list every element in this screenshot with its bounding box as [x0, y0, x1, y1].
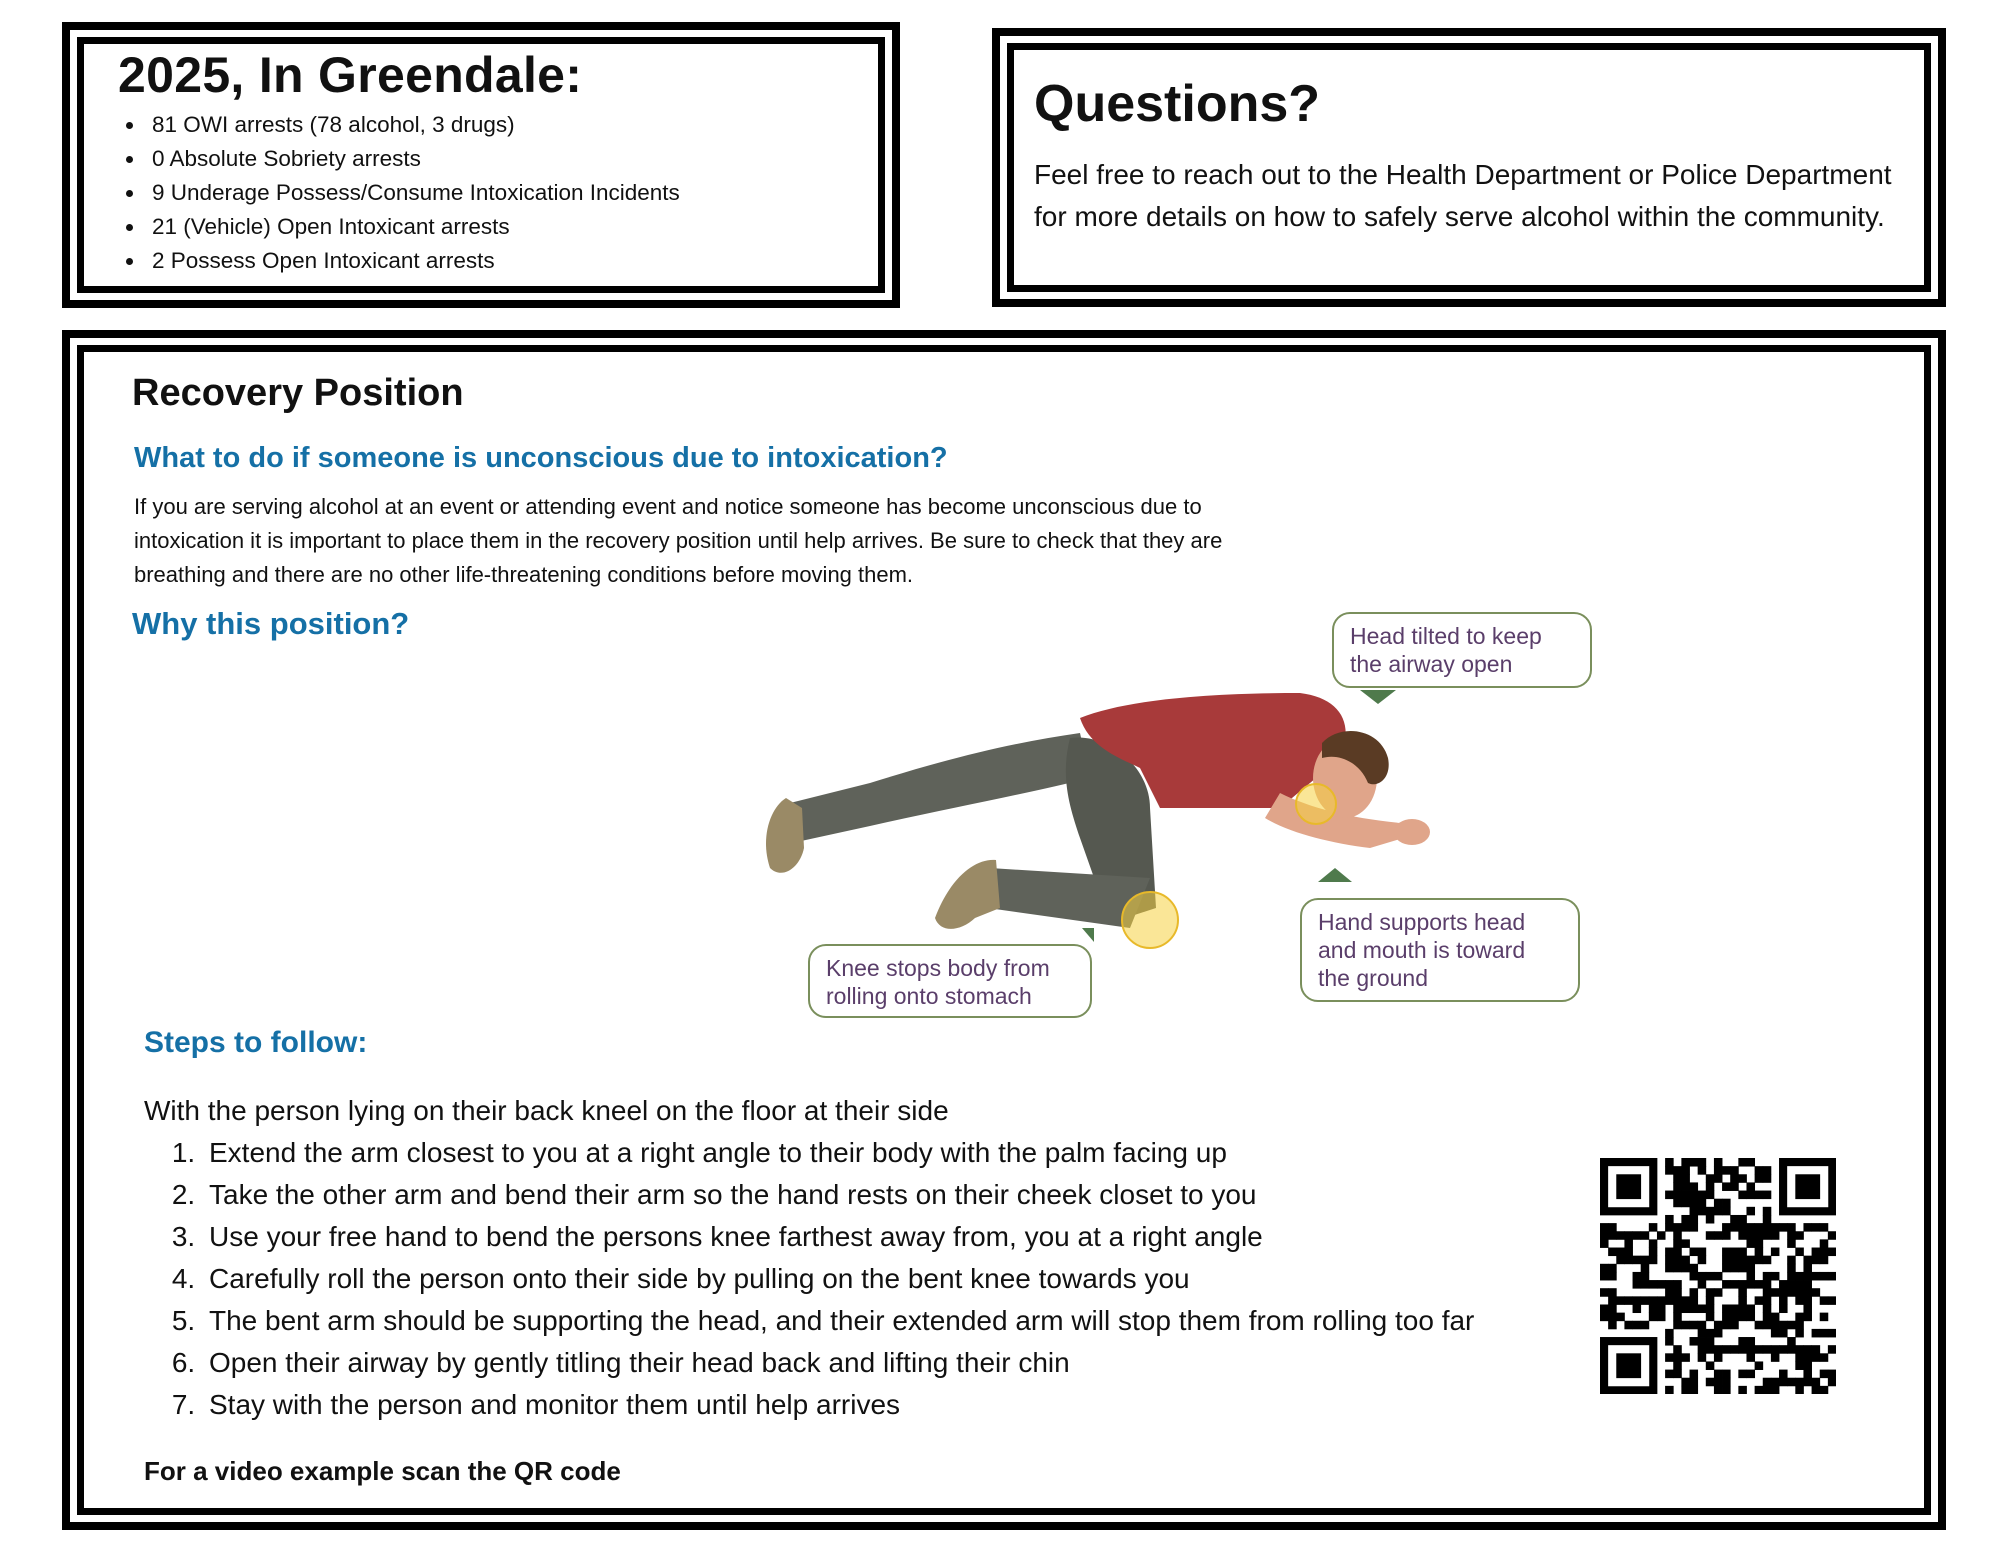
list-item: • 9 Underage Possess/Consume Intoxication Incidents [146, 176, 858, 210]
stats-panel [62, 22, 900, 308]
callout-head: Head tilted to keep the airway open [1332, 612, 1592, 688]
intro-paragraph: If you are serving alcohol at an event or attending event and notice someone has become unconscious due to intoxication it is important to place them in the recovery position until help arrives. Be sure to check that they are breathing and there are no other life-threatening conditions before moving them. [134, 494, 1223, 587]
recovery-panel [62, 330, 1946, 1530]
list-item: 4. Carefully roll the person onto their side by pulling on the bent knee towards you [203, 1258, 1474, 1300]
list-item: • 2 Possess Open Intoxicant arrests [146, 244, 858, 278]
video-note: For a video example scan the QR code [144, 1456, 621, 1486]
list-item: 6. Open their airway by gently titling their head back and lifting their chin [203, 1342, 1474, 1384]
list-item: 5. The bent arm should be supporting the head, and their extended arm will stop them from rolling too far [203, 1300, 1474, 1342]
callout-hand: Hand supports head and mouth is toward the ground [1300, 898, 1580, 1002]
questions-body: Feel free to reach out to the Health Department or Police Department for more details on how to safely serve alcohol within the community. [1034, 159, 1892, 232]
questions-panel [992, 28, 1946, 307]
stats-list [118, 108, 858, 278]
steps-heading: Steps to follow: [144, 1026, 368, 1059]
list-item: 3. Use your free hand to bend the persons knee farthest away from, you at a right angle [203, 1216, 1474, 1258]
list-item: 1. Extend the arm closest to you at a right angle to their body with the palm facing up [203, 1132, 1474, 1174]
callout-knee: Knee stops body from rolling onto stomach [808, 944, 1092, 1018]
questions-title: Questions? [1034, 75, 1321, 133]
list-item: 7. Stay with the person and monitor them until help arrives [203, 1384, 1474, 1426]
list-item: • 0 Absolute Sobriety arrests [146, 142, 858, 176]
what-to-do-heading: What to do if someone is unconscious due to intoxication? [134, 442, 948, 474]
list-item: • 81 OWI arrests (78 alcohol, 3 drugs) [146, 108, 858, 142]
list-item: 2. Take the other arm and bend their arm so the hand rests on their cheek closet to you [203, 1174, 1474, 1216]
why-heading: Why this position? [132, 606, 410, 641]
qr-code-icon[interactable] [1600, 1158, 1836, 1394]
steps-section [144, 1090, 1474, 1426]
list-item: • 21 (Vehicle) Open Intoxicant arrests [146, 210, 858, 244]
stats-title: 2025, In Greendale: [118, 47, 583, 103]
steps-list [144, 1132, 1474, 1426]
steps-lead: With the person lying on their back kneel on the floor at their side [144, 1095, 949, 1126]
recovery-title: Recovery Position [132, 372, 464, 414]
